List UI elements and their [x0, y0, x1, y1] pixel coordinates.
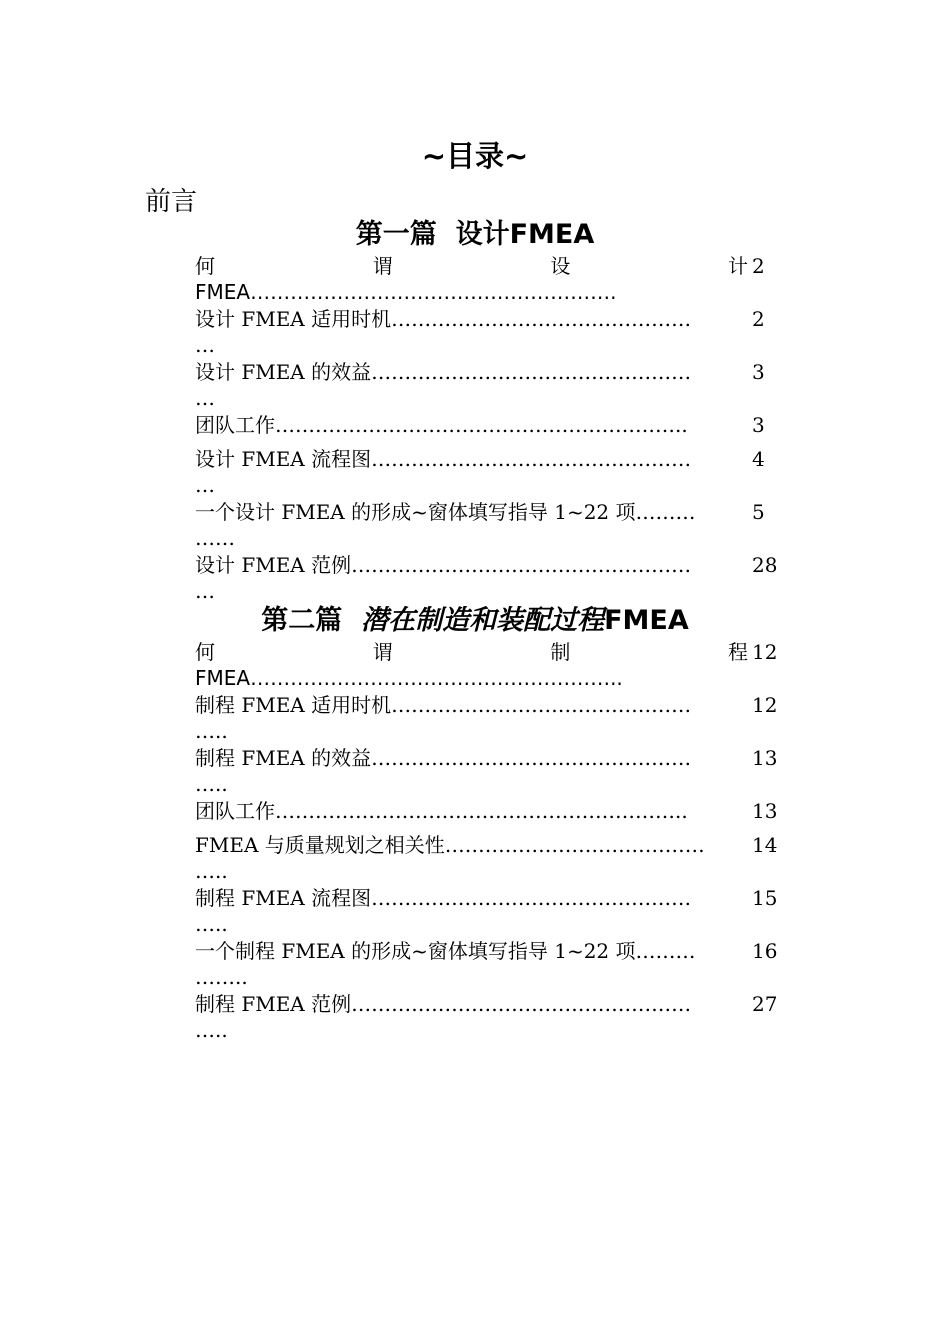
toc-entry-text: 设计 FMEA 适用时机……………………………………… [195, 307, 692, 331]
part2-heading [0, 604, 950, 638]
toc-entry-text: 制程 FMEA 适用时机……………………………………… [195, 693, 692, 717]
toc-entry[interactable] [195, 412, 775, 446]
toc-entry-text: FMEA 与质量规划之相关性………………………………… [195, 833, 705, 857]
toc-entry-cont: ….. [195, 859, 228, 883]
toc-entry-text: 设计 FMEA 范例…………………………………………… [195, 553, 692, 577]
toc-entry[interactable] [195, 991, 778, 1044]
toc-entry-cont: … [195, 386, 215, 410]
toc-entry-page: 15 [752, 886, 778, 910]
toc-entry[interactable] [195, 499, 775, 552]
toc-entry[interactable] [195, 446, 775, 499]
preface-heading: 前言 [145, 187, 198, 217]
toc-entry-cont: … [195, 473, 215, 497]
part2-name-latin: FMEA [604, 605, 689, 636]
toc-entry[interactable] [195, 885, 778, 938]
toc-entry-page: 2 [752, 254, 765, 278]
toc-entry-cont: FMEA………………………………………………. [195, 280, 617, 304]
toc-entry-text: 一个制程 FMEA 的形成~窗体填写指导 1~22 项……… [195, 939, 696, 963]
toc-entry[interactable] [195, 798, 778, 832]
toc-entry[interactable] [195, 832, 778, 885]
toc-entry[interactable] [195, 253, 775, 306]
part1-heading [0, 218, 950, 252]
toc-entry[interactable] [195, 745, 778, 798]
page-title: ~目录~ [421, 139, 529, 173]
toc-entry[interactable] [195, 639, 778, 692]
toc-entry-cont: …….. [195, 965, 248, 989]
part1-toc [195, 253, 778, 605]
toc-entry-page: 5 [752, 500, 765, 524]
toc-entry[interactable] [195, 938, 778, 991]
toc-entry-text: 制程 FMEA 流程图………………………………………… [195, 886, 692, 910]
part2-toc [195, 639, 778, 1044]
toc-entry-cont: ….. [195, 1018, 228, 1042]
toc-entry-text: 制程 FMEA 范例…………………………………………… [195, 992, 692, 1016]
toc-entry-text: 何 谓 设 计 [195, 254, 748, 278]
toc-entry-page: 2 [752, 307, 765, 331]
toc-entry-text: 设计 FMEA 的效益………………………………………… [195, 360, 692, 384]
toc-entry-page: 14 [752, 833, 778, 857]
toc-entry-text: 何 谓 制 程 [195, 640, 748, 664]
toc-entry[interactable] [195, 692, 778, 745]
part2-label: 第二篇 [261, 605, 343, 636]
toc-entry-text: 一个设计 FMEA 的形成~窗体填写指导 1~22 项……… [195, 500, 696, 524]
toc-entry-page: 13 [752, 746, 778, 770]
toc-entry[interactable] [195, 306, 775, 359]
toc-entry-cont: ….. [195, 912, 228, 936]
toc-entry-page: 4 [752, 447, 765, 471]
toc-entry-text: 团队工作…………………………………………………….. [195, 413, 688, 437]
part2-name: 潜在制造和装配过程 [361, 605, 605, 636]
toc-entry-page: 3 [752, 413, 765, 437]
toc-entry-page: 16 [752, 939, 778, 963]
toc-entry-cont: … [195, 333, 215, 357]
toc-entry-page: 3 [752, 360, 765, 384]
part1-label: 第一篇 [355, 219, 437, 250]
toc-entry-page: 28 [752, 553, 778, 577]
part1-name: 设计 [455, 219, 510, 250]
toc-entry-cont: … [195, 579, 215, 603]
toc-entry-cont: FMEA……………………………………………….. [195, 666, 623, 690]
toc-entry-text: 团队工作…………………………………………………….. [195, 799, 688, 823]
part1-name-latin: FMEA [509, 219, 595, 250]
toc-entry-page: 13 [752, 799, 778, 823]
toc-entry-text: 制程 FMEA 的效益………………………………………… [195, 746, 692, 770]
toc-entry-page: 27 [752, 992, 778, 1016]
toc-entry-cont: ….. [195, 719, 228, 743]
toc-entry[interactable] [195, 359, 775, 412]
toc-entry-text: 设计 FMEA 流程图………………………………………… [195, 447, 692, 471]
toc-entry-cont: …… [195, 526, 235, 550]
toc-entry[interactable] [195, 552, 778, 605]
toc-entry-page: 12 [752, 693, 778, 717]
toc-entry-cont: ….. [195, 772, 228, 796]
toc-entry-page: 12 [752, 640, 778, 664]
